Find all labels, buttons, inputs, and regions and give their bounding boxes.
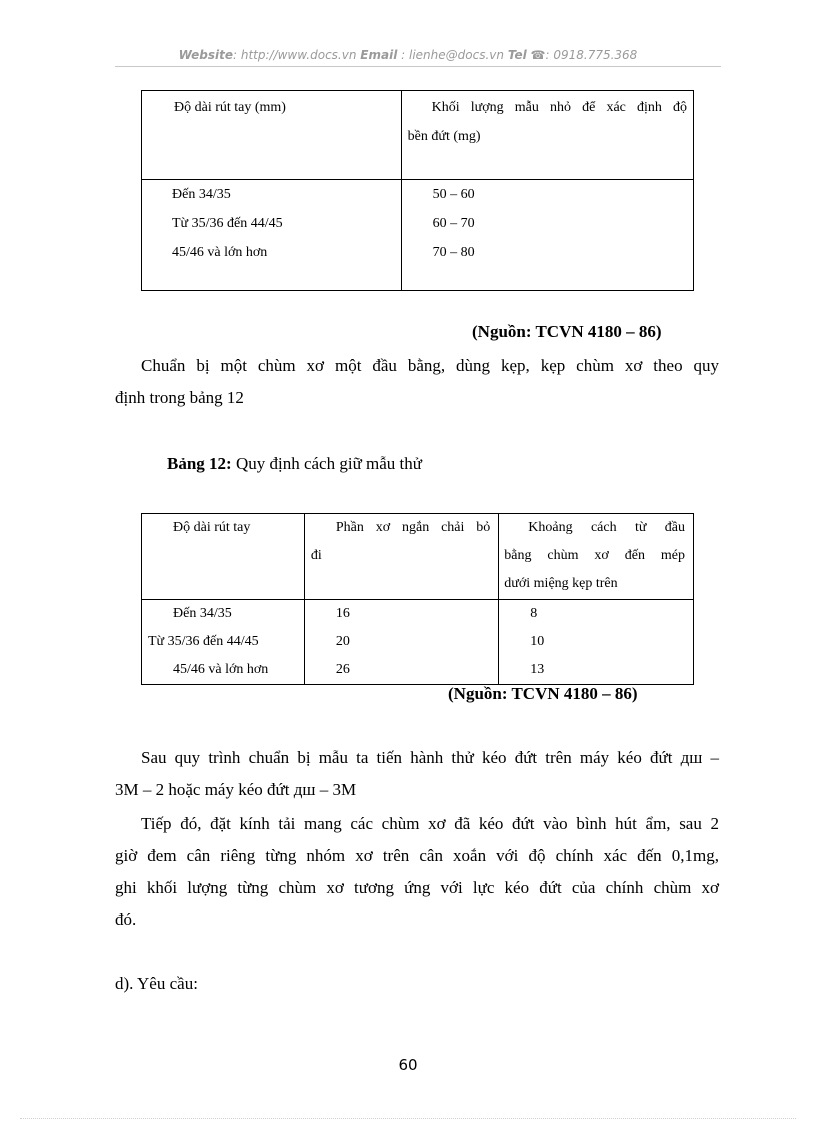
table-cell: [499, 600, 694, 685]
paragraph-test-procedure: Sau quy trình chuẩn bị mẫu ta tiến hành thử kéo đứt trên máy kéo đứt дш – 3M – 2 hoặc máy kéo đứt дш – 3M: [115, 748, 719, 799]
table-sample-mass: [141, 90, 694, 291]
table-cell-distance: 10: [530, 634, 545, 649]
paragraph-prepare: Chuẩn bị một chùm xơ một đầu bằng, dùng kẹp, kẹp chùm xơ theo quy định trong bảng 12: [115, 356, 719, 407]
table-header-cell: Khoảng cách từ đầu bằng chùm xơ đến mép dưới miệng kẹp trên: [499, 514, 694, 600]
table-cell-short-removed: 26: [335, 662, 350, 677]
table-body-row: [142, 600, 694, 685]
table-cell-length: Từ 35/36 đến 44/45: [148, 634, 259, 649]
email-value[interactable]: : lienhe@docs.vn: [401, 48, 504, 62]
table1-source: (Nguồn: TCVN 4180 – 86): [472, 322, 662, 341]
table-cell-distance: 8: [530, 606, 538, 621]
table-header-cell: Khối lượng mẫu nhỏ để xác định độ bền đứt (mg): [401, 91, 693, 180]
page-number: 60: [398, 1056, 418, 1074]
website-value[interactable]: : http://www.docs.vn: [233, 48, 357, 62]
website-label: Website: [178, 48, 233, 62]
table2-source: (Nguồn: TCVN 4180 – 86): [448, 684, 638, 703]
table-cell-mass: 50 – 60: [432, 187, 475, 202]
page-header: [0, 48, 816, 62]
table-header-cell: Độ dài rút tay: [142, 514, 305, 600]
table-cell-short-removed: 20: [335, 634, 350, 649]
table-cell: [142, 180, 402, 291]
table-cell-mass: 60 – 70: [432, 216, 475, 231]
table2-caption-label: Bảng 12:: [167, 454, 232, 473]
email-label: Email: [360, 48, 398, 62]
table-cell-mass: 70 – 80: [432, 245, 475, 260]
tel-label: Tel: [507, 48, 527, 62]
table-cell: [401, 180, 693, 291]
table-cell: [304, 600, 498, 685]
table-cell-length: Đến 34/35: [172, 187, 231, 202]
table-cell-length: 45/46 và lớn hơn: [173, 662, 269, 677]
paragraph-weighing: Tiếp đó, đặt kính tải mang các chùm xơ đã kéo đứt vào bình hút ẩm, sau 2 giờ đem cân riêng từng nhóm xơ trên cân xoắn với độ chính xác đến 0,1mg, ghi khối lượng từng chùm xơ tương ứng với lực kéo đứt của chính chùm xơ đó.: [115, 814, 719, 929]
table-cell: [142, 600, 305, 685]
table2-caption: [167, 448, 422, 480]
table-cell-length: Đến 34/35: [173, 606, 232, 621]
table-cell-short-removed: 16: [335, 606, 350, 621]
header-divider: [115, 66, 721, 67]
tel-value: : 0918.775.368: [545, 48, 638, 62]
footer-divider: [20, 1118, 796, 1119]
section-heading-d: d). Yêu cầu:: [115, 974, 198, 993]
phone-icon: ☎: [530, 48, 546, 62]
table-header-cell: Phần xơ ngắn chải bỏ đi: [304, 514, 498, 600]
table-header-row: [142, 91, 694, 180]
table-header-row: [142, 514, 694, 600]
table-header-cell: Độ dài rút tay (mm): [142, 91, 402, 180]
table-cell-distance: 13: [530, 662, 545, 677]
table-cell-length: 45/46 và lớn hơn: [172, 245, 268, 260]
table2-caption-text: Quy định cách giữ mẫu thử: [231, 454, 422, 473]
table-sample-holding: [141, 513, 694, 685]
table-cell-length: Từ 35/36 đến 44/45: [172, 216, 283, 231]
table-body-row: [142, 180, 694, 291]
